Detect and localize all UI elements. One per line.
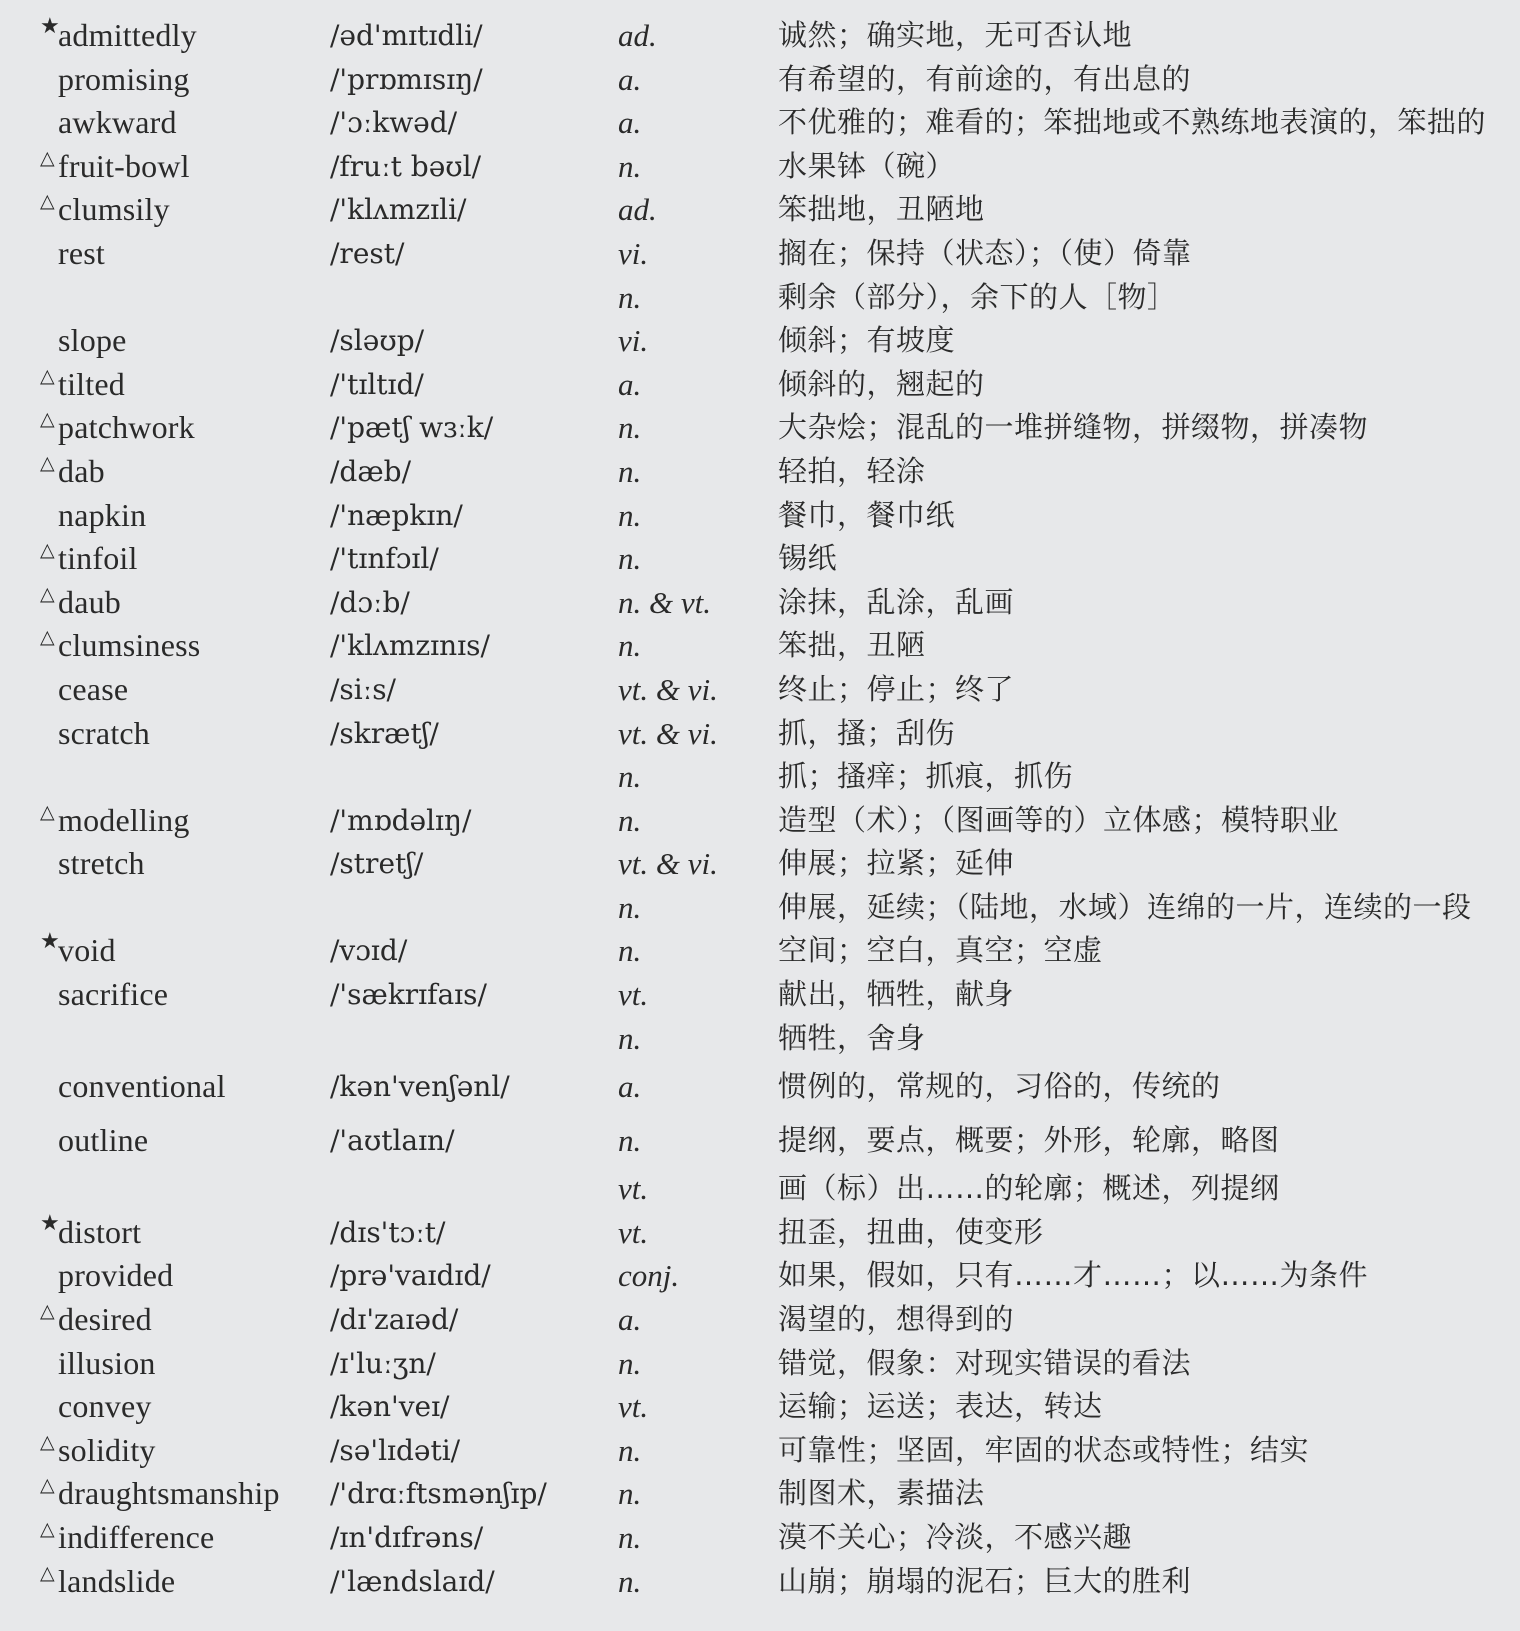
- chinese-meaning: 空间；空白，真空；空虚: [778, 933, 1103, 968]
- headword: illusion: [58, 1344, 156, 1381]
- headword: sacrifice: [58, 976, 169, 1013]
- part-of-speech: n.: [618, 1020, 642, 1056]
- part-of-speech: n.: [618, 1476, 642, 1512]
- chinese-meaning: 错觉，假象：对现实错误的看法: [778, 1345, 1192, 1380]
- part-of-speech: n.: [618, 1432, 642, 1468]
- chinese-meaning: 伸展，延续；（陆地，水域）连绵的一片，连续的一段: [778, 889, 1472, 924]
- vocab-entry: [0, 1298, 1520, 1342]
- phonetic-transcription: /'mɒdəlɪŋ/: [330, 803, 472, 837]
- vocab-entry: [0, 1429, 1520, 1473]
- chinese-meaning: 漠不关心；冷淡，不感兴趣: [778, 1520, 1133, 1554]
- triangle-marker-icon: △: [40, 1561, 55, 1584]
- phonetic-transcription: /'klʌmzɪli/: [330, 193, 467, 227]
- triangle-marker-icon: △: [40, 408, 55, 431]
- part-of-speech: n.: [618, 410, 642, 446]
- headword: stretch: [58, 845, 145, 882]
- part-of-speech: a.: [618, 1302, 642, 1338]
- phonetic-transcription: /'sækrɪfaɪs/: [330, 978, 487, 1012]
- chinese-meaning: 伸展；拉紧；延伸: [778, 846, 1015, 881]
- chinese-meaning: 献出，牺牲，献身: [778, 977, 1015, 1012]
- part-of-speech: vt. & vi.: [618, 671, 718, 707]
- triangle-marker-icon: △: [40, 1430, 55, 1453]
- part-of-speech: ad.: [618, 192, 657, 228]
- phonetic-transcription: /əd'mɪtɪdli/: [330, 19, 483, 52]
- phonetic-transcription: /kən'venʃənl/: [330, 1070, 510, 1104]
- chinese-meaning: 渴望的，想得到的: [778, 1302, 1015, 1337]
- vocab-entry: [0, 58, 1520, 102]
- phonetic-transcription: /dɪ'zaɪəd/: [330, 1303, 459, 1337]
- vocab-entry: [0, 494, 1520, 538]
- chinese-meaning: 扭歪，扭曲，使变形: [778, 1214, 1044, 1249]
- part-of-speech: n.: [618, 497, 642, 533]
- chinese-meaning: 终止；停止；终了: [778, 671, 1015, 706]
- chinese-meaning: 画（标）出……的轮廓；概述，列提纲: [778, 1171, 1280, 1206]
- headword: cease: [58, 670, 129, 707]
- part-of-speech: n.: [618, 628, 642, 664]
- chinese-meaning: 倾斜；有坡度: [778, 323, 956, 358]
- vocab-entry: [0, 363, 1520, 407]
- headword: fruit-bowl: [58, 147, 190, 184]
- phonetic-transcription: /'pætʃ wɜːk/: [330, 411, 494, 445]
- vocab-entry: [0, 319, 1520, 363]
- vocab-entry: [0, 581, 1520, 625]
- headword: modelling: [58, 801, 190, 838]
- part-of-speech: a.: [618, 1069, 642, 1105]
- vocab-entry: [0, 1385, 1520, 1429]
- phonetic-transcription: /'næpkɪn/: [330, 498, 463, 532]
- chinese-meaning: 惯例的，常规的，习俗的，传统的: [778, 1069, 1221, 1104]
- vocab-entry: [0, 624, 1520, 668]
- vocab-entry: [0, 712, 1520, 756]
- headword: tilted: [58, 365, 125, 402]
- phonetic-transcription: /rest/: [330, 236, 405, 270]
- headword: promising: [58, 60, 190, 97]
- triangle-marker-icon: △: [40, 364, 55, 387]
- chinese-meaning: 笨拙，丑陋: [778, 628, 926, 663]
- part-of-speech: n.: [618, 148, 642, 184]
- chinese-meaning: 抓；搔痒；抓痕，抓伤: [778, 759, 1074, 794]
- vocab-entry: [0, 1560, 1520, 1604]
- headword: outline: [58, 1121, 149, 1158]
- part-of-speech: n.: [618, 759, 642, 795]
- triangle-marker-icon: △: [40, 626, 55, 649]
- vocab-entry: [0, 668, 1520, 712]
- chinese-meaning: 搁在；保持（状态）；（使）倚靠: [778, 235, 1192, 270]
- headword: tinfoil: [58, 540, 138, 577]
- part-of-speech: n.: [618, 889, 642, 925]
- headword: daub: [58, 583, 122, 620]
- part-of-speech: n.: [618, 1563, 642, 1599]
- chinese-meaning: 倾斜的，翘起的: [778, 366, 985, 401]
- triangle-marker-icon: △: [40, 1300, 55, 1323]
- chinese-meaning: 诚然；确实地，无可否认地: [778, 18, 1133, 52]
- phonetic-transcription: /dɪs'tɔːt/: [330, 1215, 446, 1249]
- phonetic-transcription: /kən'veɪ/: [330, 1390, 450, 1424]
- headword: convey: [58, 1388, 152, 1425]
- part-of-speech: a.: [618, 366, 642, 402]
- vocab-entry: [0, 14, 1520, 58]
- headword: admittedly: [58, 17, 197, 53]
- chinese-meaning: 运输；运送；表达，转达: [778, 1389, 1103, 1424]
- phonetic-transcription: /'aʊtlaɪn/: [330, 1123, 455, 1157]
- chinese-meaning: 造型（术）；（图画等的）立体感；模特职业: [778, 802, 1340, 837]
- chinese-meaning: 牺牲，舍身: [778, 1020, 926, 1055]
- part-of-speech: n.: [618, 802, 642, 838]
- triangle-marker-icon: △: [40, 1474, 55, 1497]
- triangle-marker-icon: △: [40, 800, 55, 823]
- phonetic-transcription: /fruːt bəʊl/: [330, 149, 482, 183]
- part-of-speech: n.: [618, 933, 642, 969]
- vocab-entry: [0, 1167, 1520, 1211]
- phonetic-transcription: /'ɔːkwəd/: [330, 106, 458, 140]
- vocab-entry: [0, 1017, 1520, 1061]
- vocab-entry: [0, 1211, 1520, 1255]
- part-of-speech: n.: [618, 453, 642, 489]
- headword: distort: [58, 1213, 142, 1250]
- headword: draughtsmanship: [58, 1475, 280, 1512]
- phonetic-transcription: /sə'lɪdəti/: [330, 1433, 461, 1467]
- phonetic-transcription: /dɔːb/: [330, 585, 410, 619]
- part-of-speech: conj.: [618, 1258, 680, 1294]
- phonetic-transcription: /siːs/: [330, 672, 396, 706]
- chinese-meaning: 水果钵（碗）: [778, 148, 956, 183]
- headword: conventional: [58, 1068, 226, 1105]
- part-of-speech: a.: [618, 105, 642, 141]
- vocab-entry: [0, 101, 1520, 145]
- triangle-marker-icon: △: [40, 1518, 55, 1540]
- part-of-speech: vt. & vi.: [618, 715, 718, 751]
- part-of-speech: vt. & vi.: [618, 846, 718, 882]
- headword: rest: [58, 234, 106, 271]
- star-marker-icon: ★: [40, 929, 60, 955]
- headword: dab: [58, 452, 105, 489]
- phonetic-transcription: /stretʃ/: [330, 847, 424, 881]
- chinese-meaning: 涂抹，乱涂，乱画: [778, 584, 1015, 619]
- vocab-entry: [0, 450, 1520, 494]
- part-of-speech: vi.: [618, 235, 649, 271]
- headword: clumsily: [58, 191, 170, 228]
- vocab-entry: [0, 276, 1520, 320]
- headword: provided: [58, 1257, 174, 1294]
- part-of-speech: ad.: [618, 18, 657, 53]
- chinese-meaning: 山崩；崩塌的泥石；巨大的胜利: [778, 1563, 1192, 1598]
- headword: scratch: [58, 714, 151, 751]
- part-of-speech: n.: [618, 1520, 642, 1555]
- vocab-entry: [0, 145, 1520, 189]
- phonetic-transcription: /'klʌmzɪnɪs/: [330, 629, 490, 663]
- chinese-meaning: 剩余（部分），余下的人［物］: [778, 279, 1177, 314]
- phonetic-transcription: /sləʊp/: [330, 324, 425, 358]
- part-of-speech: n.: [618, 1122, 642, 1158]
- chinese-meaning: 餐巾，餐巾纸: [778, 497, 956, 532]
- triangle-marker-icon: △: [40, 146, 55, 169]
- triangle-marker-icon: △: [40, 539, 55, 562]
- part-of-speech: vt.: [618, 1389, 649, 1425]
- chinese-meaning: 笨拙地，丑陋地: [778, 192, 985, 227]
- headword: slope: [58, 322, 127, 359]
- star-marker-icon: ★: [40, 1210, 60, 1236]
- chinese-meaning: 有希望的，有前途的，有出息的: [778, 61, 1192, 96]
- vocab-entry: [0, 1114, 1520, 1168]
- chinese-meaning: 抓，搔；刮伤: [778, 715, 956, 750]
- part-of-speech: n.: [618, 279, 642, 315]
- vocab-entry: [0, 886, 1520, 930]
- phonetic-transcription: /prə'vaɪdɪd/: [330, 1259, 491, 1293]
- headword: awkward: [58, 104, 177, 141]
- vocab-entry: [0, 929, 1520, 973]
- chinese-meaning: 轻拍，轻涂: [778, 453, 926, 488]
- part-of-speech: n.: [618, 541, 642, 577]
- part-of-speech: vt.: [618, 1171, 649, 1207]
- phonetic-transcription: /'drɑːftsmənʃɪp/: [330, 1477, 547, 1511]
- vocab-entry: [0, 406, 1520, 450]
- chinese-meaning: 制图术，素描法: [778, 1476, 985, 1511]
- vocab-entry: [0, 537, 1520, 581]
- headword: napkin: [58, 496, 147, 533]
- headword: void: [58, 932, 116, 969]
- headword: landslide: [58, 1562, 176, 1599]
- phonetic-transcription: /'lændslaɪd/: [330, 1564, 495, 1598]
- part-of-speech: vt.: [618, 1214, 649, 1250]
- phonetic-transcription: /dæb/: [330, 454, 412, 488]
- chinese-meaning: 锡纸: [778, 541, 838, 576]
- part-of-speech: n.: [618, 1345, 642, 1381]
- part-of-speech: vt.: [618, 977, 649, 1013]
- phonetic-transcription: /vɔɪd/: [330, 934, 408, 968]
- vocab-entry: [0, 842, 1520, 886]
- vocab-entry: [0, 188, 1520, 232]
- headword: clumsiness: [58, 627, 201, 664]
- phonetic-transcription: /'tɪnfɔɪl/: [330, 542, 439, 576]
- triangle-marker-icon: △: [40, 582, 55, 605]
- phonetic-transcription: /skrætʃ/: [330, 716, 439, 750]
- vocab-entry: [0, 973, 1520, 1017]
- vocab-entry: [0, 1254, 1520, 1298]
- vocab-entry: [0, 799, 1520, 843]
- part-of-speech: a.: [618, 61, 642, 97]
- vocab-entry: [0, 1060, 1520, 1114]
- headword: desired: [58, 1301, 152, 1338]
- part-of-speech: n. & vt.: [618, 584, 711, 620]
- vocab-entry: [0, 755, 1520, 799]
- chinese-meaning: 不优雅的；难看的；笨拙地或不熟练地表演的，笨拙的: [778, 105, 1487, 140]
- headword: patchwork: [58, 409, 195, 446]
- chinese-meaning: 可靠性；坚固，牢固的状态或特性；结实: [778, 1432, 1310, 1467]
- chinese-meaning: 如果，假如，只有……才……；以……为条件: [778, 1258, 1369, 1293]
- headword: indifference: [58, 1519, 215, 1555]
- star-marker-icon: ★: [40, 14, 60, 39]
- headword: solidity: [58, 1431, 156, 1468]
- part-of-speech: vi.: [618, 323, 649, 359]
- vocab-entry: [0, 232, 1520, 276]
- triangle-marker-icon: △: [40, 190, 55, 213]
- phonetic-transcription: /'tɪltɪd/: [330, 367, 424, 401]
- triangle-marker-icon: △: [40, 451, 55, 474]
- phonetic-transcription: /'prɒmɪsɪŋ/: [330, 62, 483, 96]
- vocab-entry: [0, 1472, 1520, 1516]
- phonetic-transcription: /ɪn'dɪfrəns/: [330, 1521, 484, 1554]
- vocab-entry: [0, 1342, 1520, 1386]
- chinese-meaning: 提纲，要点，概要；外形，轮廓，略图: [778, 1122, 1280, 1157]
- phonetic-transcription: /ɪ'luːʒn/: [330, 1346, 436, 1380]
- vocab-entry: [0, 1516, 1520, 1560]
- chinese-meaning: 大杂烩；混乱的一堆拼缝物，拼缀物，拼凑物: [778, 410, 1369, 445]
